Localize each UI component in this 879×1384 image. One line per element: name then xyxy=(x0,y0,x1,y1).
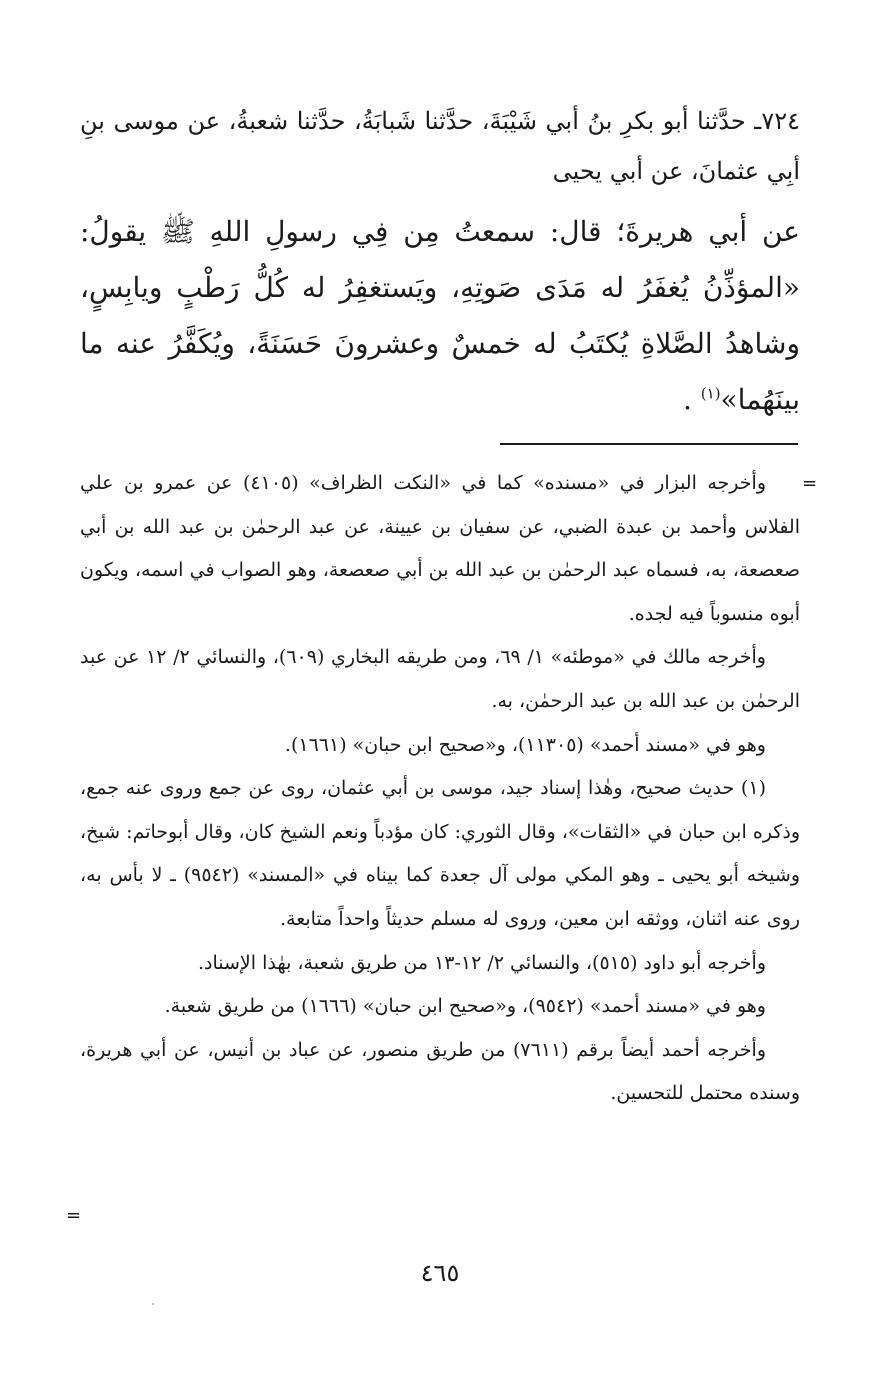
footnote-paragraph: وأخرجه مالك في «موطئه» ١/ ٦٩، ومن طريقه البخاري (٦٠٩)، والنسائي ٢/ ١٢ عن عبد الرحمٰن بن عبد الله بن عبد الرحمٰن، به. xyxy=(80,646,800,712)
hadith-end-mark: . xyxy=(682,383,692,416)
footnote-paragraph: وأخرجه البزار في «مسنده» كما في «النكت الظراف» (٤١٠٥) عن عمرو بن علي الفلاس وأحمد بن عبدة الضبي، عن سفيان بن عيينة، عن عبد الرحمٰن بن عبد الله بن أبي صعصعة، به، فسماه عبد الرحمٰن بن عبد الله بن أبي صعصعة، وهو الصواب في اسمه، ويكون أبوه منسوباً فيه لجده. xyxy=(80,472,800,625)
hadith-isnad: ٧٢٤ـ حدَّثنا أبو بكرِ بنُ أبي شَيْبَةَ، حدَّثنا شَبابَةُ، حدَّثنا شعبةُ، عن موسى بنِ أبِي عثمانَ، عن أبي يحيى xyxy=(80,107,800,185)
footnotes-block xyxy=(80,462,800,1116)
page-number: ٤٦٥ xyxy=(420,1259,460,1287)
hadith-block xyxy=(80,96,800,428)
scan-speck xyxy=(152,1303,154,1305)
footnote-paragraph: وأخرجه أبو داود (٥١٥)، والنسائي ٢/ ١٢-١٣ من طريق شعبة، بهٰذا الإسناد. xyxy=(197,951,766,974)
footnote-paragraph: وأخرجه أحمد أيضاً برقم (٧٦١١) من طريق منصور، عن عباد بن أنيس، عن أبي هريرة، وسنده محتمل للتحسين. xyxy=(80,1038,800,1105)
footnote-paragraph: وهو في «مسند أحمد» (٩٥٤٢)، و«صحيح ابن حبان» (١٦٦٦) من طريق شعبة. xyxy=(164,995,766,1018)
footnote-paragraph: وهو في «مسند أحمد» (١١٣٠٥)، و«صحيح ابن حبان» (١٦٦١). xyxy=(284,733,766,756)
footnote-trailing-mark: = xyxy=(66,1205,82,1226)
hadith-matn xyxy=(80,204,800,428)
footnote-reference: (١) xyxy=(700,384,721,403)
footnote-separator xyxy=(500,443,798,445)
footnote-continuation-mark: = xyxy=(802,473,818,494)
footnote-paragraph: (١) حديث صحيح، وهٰذا إسناد جيد، موسى بن أبي عثمان، روى عن جمع وروى عنه جمع، وذكره ابن حبان في «الثقات»، وقال الثوري: كان مؤدباً ونعم الشيخ كان، وقال أبوحاتم: شيخ، وشيخه أبو يحيى ـ وهو المكي مولى آل جعدة كما بيناه في «المسند» (٩٥٤٢) ـ لا بأس به، روى عنه اثنان، ووثقه ابن معين، وروى له مسلم حديثاً واحداً متابعة. xyxy=(80,777,800,930)
hadith-matn-text: عن أبي هريرةَ؛ قال: سمعتُ مِن فِي رسولِ اللهِ ﷺ يقولُ: «المؤذِّنُ يُغفَرُ له مَدَى صَوتِهِ، ويَستغفِرُ له كُلُّ رَطْبٍ ويابِسٍ، وشاهدُ الصَّلاةِ يُكتَبُ له خمسٌ وعشرونَ حَسَنَةً، ويُكَفَّرُ عنه ما بينَهُما» xyxy=(80,215,800,416)
